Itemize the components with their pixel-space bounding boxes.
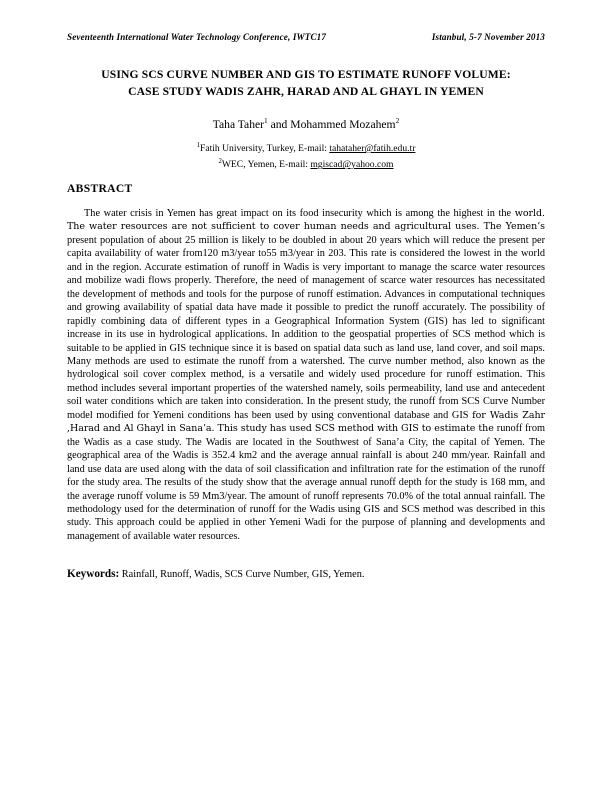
- author-list: [67, 113, 545, 132]
- running-head-location-date: Istanbul, 5-7 November 2013: [431, 32, 545, 42]
- keywords-line: [67, 568, 545, 581]
- affiliation-2: [67, 155, 545, 171]
- author-conjunction: and: [267, 118, 291, 131]
- author-1-affiliation-marker: 1: [264, 116, 268, 125]
- abstract-body: [67, 207, 545, 543]
- abstract-segment-2: world. The water resources are not sufficient to cover human needs and agricultural uses. The Yemen’s: [67, 208, 545, 233]
- running-head-conference: Seventeenth International Water Technology Conference, IWTC17: [67, 32, 327, 42]
- page-title: [67, 67, 545, 100]
- affiliation-2-text: WEC, Yemen, E-mail:: [221, 159, 311, 171]
- author-2-name: Mohammed Mozahem: [290, 118, 396, 131]
- title-line-1: USING SCS CURVE NUMBER AND GIS TO ESTIMATE RUNOFF VOLUME:: [101, 68, 511, 81]
- affiliation-1-email-link[interactable]: tahataher@fatih.edu.tr: [329, 143, 416, 154]
- affiliation-2-marker: 2: [218, 158, 222, 166]
- abstract-segment-5: runoff from the Wadis as a case study. The Wadis are located in the Southwest of Sana’a City, the capital of Yemen. The geographical area of the Wadis is 352.4 km2 and the average annual rainfall is about 240 mm/year. Rainfall and land use data are used along with the data of soil classification and infiltration rate for the estimation of the runoff for the study area. The results of the study show that the average annual runoff depth for the study is 168 mm, and the average runoff volume is 59 Mm3/year. The amount of runoff represents 70.0% of the total annual rainfall. The methodology used for the determination of runoff for the Wadis using GIS and SCS method was described in this study. This approach could be applied in other Yemeni Wadi for the purpose of planning and developments and management of available water resources.: [67, 423, 545, 542]
- affiliation-list: [67, 139, 545, 172]
- author-2-affiliation-marker: 2: [395, 116, 400, 125]
- affiliation-1: [67, 139, 545, 155]
- keywords-label: Keywords:: [67, 568, 120, 580]
- affiliation-1-text: Fatih University, Turkey, E-mail:: [199, 143, 330, 154]
- title-line-2: CASE STUDY WADIS ZAHR, HARAD AND AL GHAYL IN YEMEN: [128, 84, 484, 98]
- abstract-segment-3: present population of about 25 million is likely to be doubled in about 20 years which will reduce the present per capita availability of water from120 m3/year to55 m3/year in 203. This rate is considered the lowest in the world and in the region. Accurate estimation of runoff in Wadis is very important to manage the scarce water resources and mobilize wadi flows properly. Therefore, the need of management of scarce water resources has necessitated the development of methods and tools for the purpose of runoff estimation. Advances in computational techniques and growing availability of spatial data have made it possible to predict the runoff accurately. The possibility of rapidly combining data of different types in a Geographical Information System (GIS) has led to significant increase in its use in hydrological applications. In addition to the geospatial properties of SCS method which is suitable to be applied in GIS technique since it is based on spatial data such as land use, land cover, and soil maps. Many methods are used to estimate the runoff from a watershed. The curve number method, also known as the hydrological soil cover complex method, is a versatile and widely used procedure for runoff estimation. This method includes several important properties of the watershed namely, soils permeability, land use and antecedent soil water conditions which are taken into consideration. In the present study, the runoff from SCS Curve Number model modified for Yemeni conditions has been used by using conventional database and GIS: [67, 234, 545, 421]
- abstract-segment-1: The water crisis in Yemen has great impact on its food insecurity which is among the highest in the: [84, 208, 515, 219]
- author-1-name: Taha Taher: [212, 118, 265, 131]
- affiliation-2-email-link[interactable]: mgiscad@yahoo.com: [310, 159, 394, 171]
- abstract-segment-4: for Wadis Zahr ,Harad and Al Ghayl in Sana’a. This study has used SCS method with GIS to estimate the: [67, 409, 546, 435]
- keywords-value: Rainfall, Runoff, Wadis, SCS Curve Number, GIS, Yemen.: [119, 569, 365, 580]
- abstract-paragraph: [67, 207, 545, 543]
- affiliation-1-marker: 1: [196, 142, 200, 149]
- abstract-heading: ABSTRACT: [67, 182, 133, 195]
- running-head: [67, 32, 545, 42]
